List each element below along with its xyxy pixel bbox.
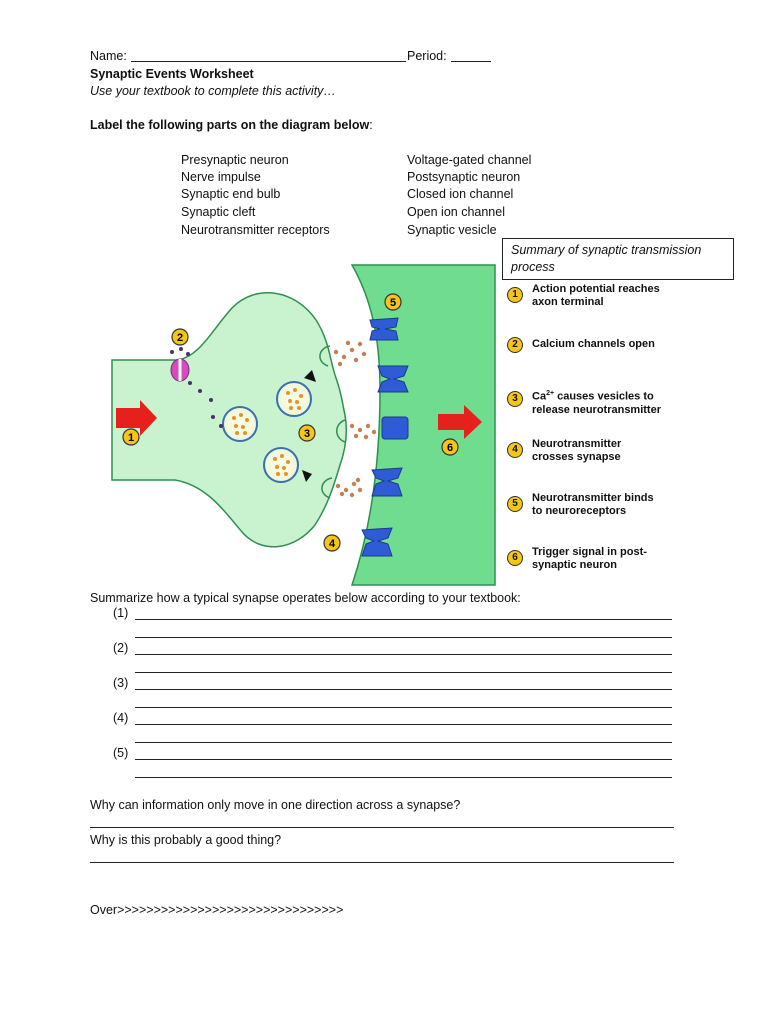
answer-line[interactable]	[135, 742, 672, 743]
question-one: Why can information only move in one direction across a synapse?	[90, 798, 461, 812]
answer-line[interactable]	[135, 759, 672, 760]
marker-5	[385, 294, 401, 310]
list-item: Nerve impulse	[181, 170, 261, 184]
legend-number: 2	[507, 337, 523, 353]
answer-line[interactable]	[135, 672, 672, 673]
over-indicator: Over>>>>>>>>>>>>>>>>>>>>>>>>>>>>>>>	[90, 903, 344, 917]
svg-text:4: 4	[328, 538, 336, 550]
marker-6	[442, 439, 458, 455]
name-label: Name:	[90, 49, 127, 63]
list-item: Closed ion channel	[407, 187, 514, 201]
label-heading: Label the following parts on the diagram below:	[90, 118, 373, 132]
question-two: Why is this probably a good thing?	[90, 833, 282, 847]
legend-number: 1	[507, 287, 523, 303]
answer-line[interactable]	[135, 689, 672, 690]
summarize-prompt: Summarize how a typical synapse operates below according to your textbook:	[90, 591, 521, 605]
svg-text:6: 6	[446, 442, 454, 454]
answer-number: (4)	[113, 711, 129, 725]
list-item: Neurotransmitter receptors	[181, 223, 330, 237]
svg-text:3: 3	[303, 428, 311, 440]
voltage-gated-channel	[171, 359, 189, 381]
svg-text:5: 5	[389, 297, 397, 309]
question-two-answer-line[interactable]	[90, 862, 674, 863]
list-item: Postsynaptic neuron	[407, 170, 521, 184]
answer-number: (3)	[113, 676, 129, 690]
list-item: Synaptic vesicle	[407, 223, 497, 237]
marker-1	[123, 429, 139, 445]
legend-number: 4	[507, 442, 523, 458]
list-item: Voltage-gated channel	[407, 153, 532, 167]
answer-line[interactable]	[135, 707, 672, 708]
answer-line[interactable]	[135, 724, 672, 725]
answer-line[interactable]	[135, 654, 672, 655]
marker-4	[324, 535, 340, 551]
list-item: Open ion channel	[407, 205, 505, 219]
question-one-answer-line[interactable]	[90, 827, 674, 828]
svg-text:2: 2	[176, 332, 184, 344]
instruction-text: Use your textbook to complete this activity…	[90, 84, 336, 98]
period-label: Period:	[407, 49, 447, 63]
svg-text:1: 1	[127, 432, 135, 444]
worksheet-title: Synaptic Events Worksheet	[90, 67, 254, 81]
answer-number: (5)	[113, 746, 129, 760]
marker-2	[172, 329, 188, 345]
legend-number: 5	[507, 496, 523, 512]
answer-line[interactable]	[135, 777, 672, 778]
answer-number: (2)	[113, 641, 129, 655]
summary-box: Summary of synaptic transmission process	[502, 238, 734, 280]
legend-number: 3	[507, 391, 523, 407]
list-item: Presynaptic neuron	[181, 153, 289, 167]
list-item: Synaptic cleft	[181, 205, 256, 219]
list-item: Synaptic end bulb	[181, 187, 281, 201]
legend-number: 6	[507, 550, 523, 566]
answer-line[interactable]	[135, 619, 672, 620]
answer-number: (1)	[113, 606, 129, 620]
marker-3	[299, 425, 315, 441]
answer-line[interactable]	[135, 637, 672, 638]
